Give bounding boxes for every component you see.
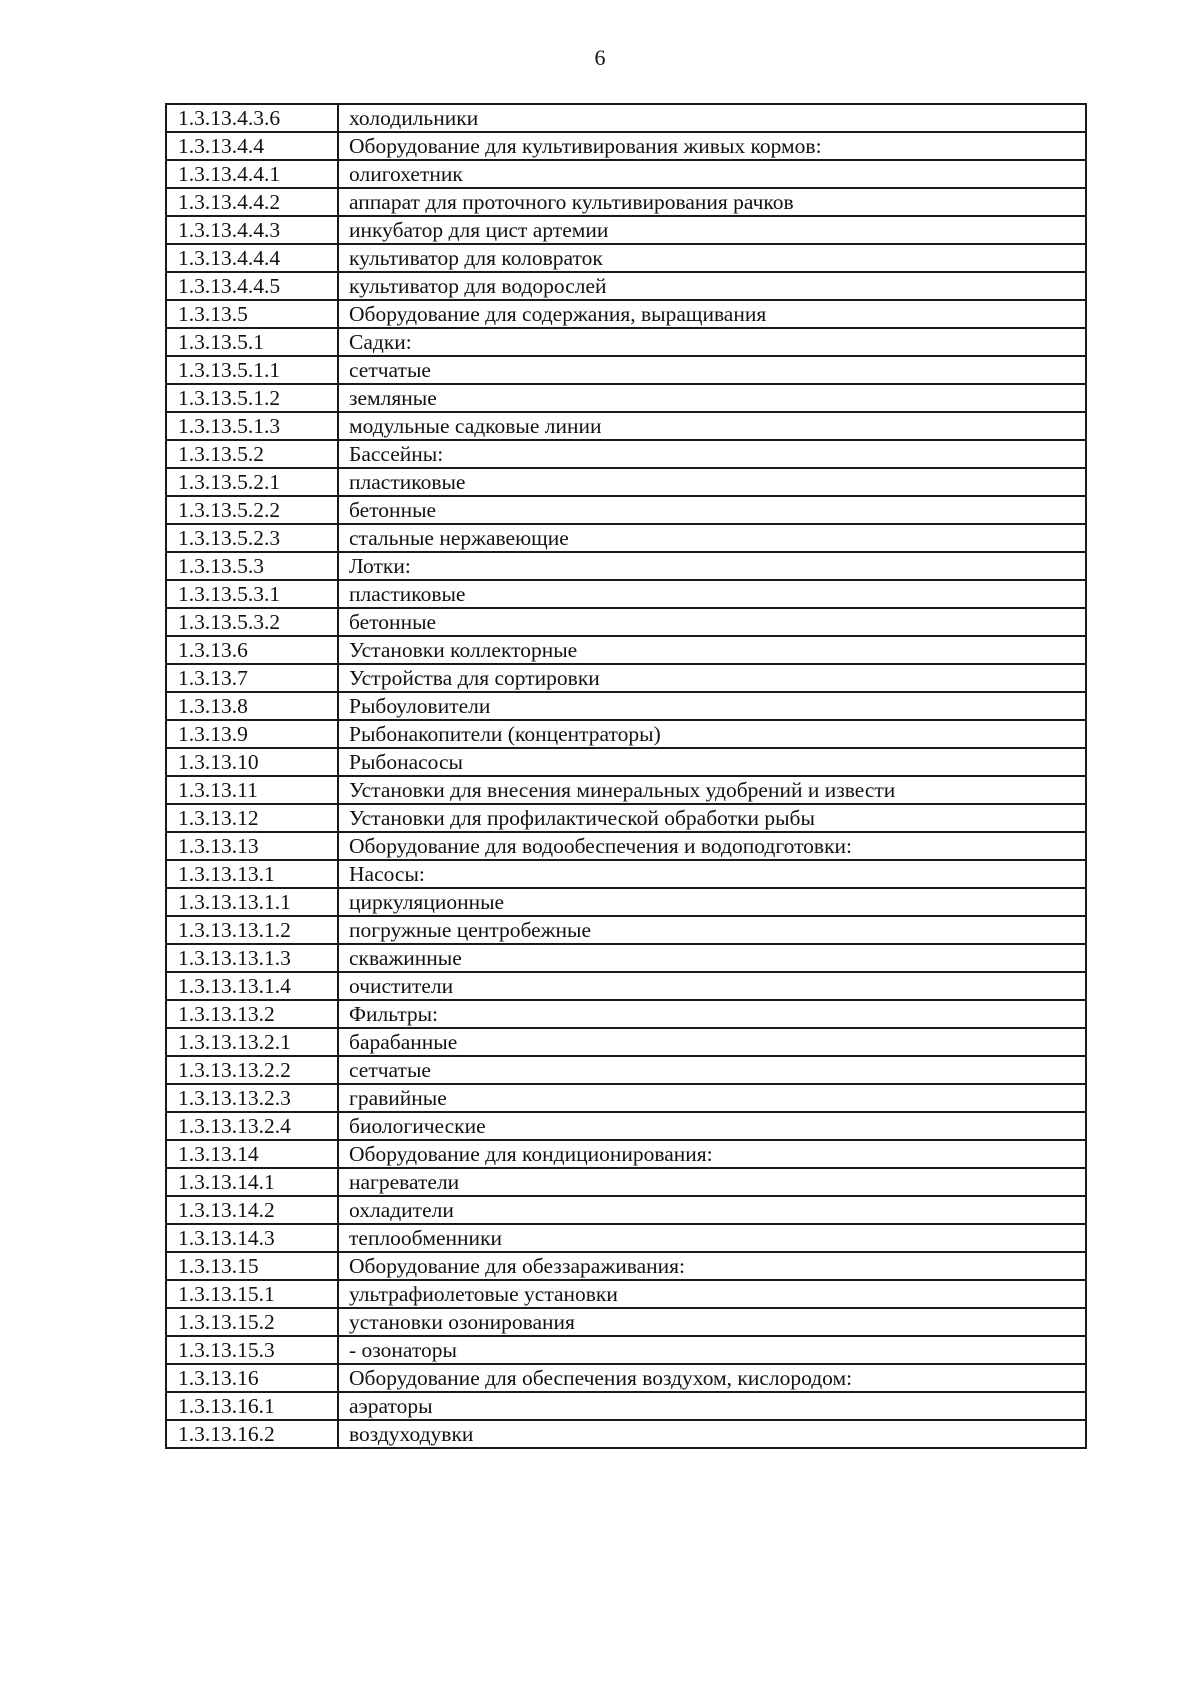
table-row — [166, 132, 1086, 160]
row-description-cell: Оборудование для водообеспечения и водоподготовки: — [338, 832, 1086, 860]
row-description-cell: очистители — [338, 972, 1086, 1000]
row-code-cell: 1.3.13.8 — [166, 692, 338, 720]
row-description-cell: аэраторы — [338, 1392, 1086, 1420]
row-code-cell: 1.3.13.4.4.2 — [166, 188, 338, 216]
table-row — [166, 888, 1086, 916]
row-code-cell: 1.3.13.13.2.4 — [166, 1112, 338, 1140]
table-row — [166, 328, 1086, 356]
row-description-cell: земляные — [338, 384, 1086, 412]
row-description-cell: холодильники — [338, 104, 1086, 132]
row-description-cell: Лотки: — [338, 552, 1086, 580]
table-row — [166, 580, 1086, 608]
table-row — [166, 216, 1086, 244]
row-code-cell: 1.3.13.4.4.4 — [166, 244, 338, 272]
table-row — [166, 720, 1086, 748]
row-code-cell: 1.3.13.11 — [166, 776, 338, 804]
row-description-cell: пластиковые — [338, 580, 1086, 608]
row-code-cell: 1.3.13.5.2.3 — [166, 524, 338, 552]
table-row — [166, 860, 1086, 888]
table-row — [166, 440, 1086, 468]
row-description-cell: Оборудование для содержания, выращивания — [338, 300, 1086, 328]
equipment-classification-table — [165, 103, 1087, 1449]
row-description-cell: Рыбоуловители — [338, 692, 1086, 720]
row-code-cell: 1.3.13.4.4 — [166, 132, 338, 160]
row-code-cell: 1.3.13.5.3.2 — [166, 608, 338, 636]
table-row — [166, 1224, 1086, 1252]
row-code-cell: 1.3.13.13.1.4 — [166, 972, 338, 1000]
table-row — [166, 1308, 1086, 1336]
row-code-cell: 1.3.13.13.2.1 — [166, 1028, 338, 1056]
row-code-cell: 1.3.13.5.2.1 — [166, 468, 338, 496]
row-description-cell: ультрафиолетовые установки — [338, 1280, 1086, 1308]
row-code-cell: 1.3.13.7 — [166, 664, 338, 692]
row-description-cell: олигохетник — [338, 160, 1086, 188]
row-description-cell: Установки для профилактической обработки рыбы — [338, 804, 1086, 832]
table-row — [166, 1420, 1086, 1448]
row-description-cell: - озонаторы — [338, 1336, 1086, 1364]
row-description-cell: погружные центробежные — [338, 916, 1086, 944]
table-row — [166, 1252, 1086, 1280]
row-code-cell: 1.3.13.15 — [166, 1252, 338, 1280]
table-row — [166, 804, 1086, 832]
row-code-cell: 1.3.13.14.1 — [166, 1168, 338, 1196]
table-row — [166, 944, 1086, 972]
table-row — [166, 916, 1086, 944]
row-code-cell: 1.3.13.13.1.1 — [166, 888, 338, 916]
table-row — [166, 1140, 1086, 1168]
row-description-cell: установки озонирования — [338, 1308, 1086, 1336]
table-row — [166, 1280, 1086, 1308]
row-code-cell: 1.3.13.6 — [166, 636, 338, 664]
table-row — [166, 272, 1086, 300]
row-description-cell: гравийные — [338, 1084, 1086, 1112]
table-row — [166, 524, 1086, 552]
table-row — [166, 776, 1086, 804]
row-code-cell: 1.3.13.13.1.2 — [166, 916, 338, 944]
row-description-cell: инкубатор для цист артемии — [338, 216, 1086, 244]
row-description-cell: Насосы: — [338, 860, 1086, 888]
table-row — [166, 468, 1086, 496]
row-code-cell: 1.3.13.13.2 — [166, 1000, 338, 1028]
row-code-cell: 1.3.13.5.1 — [166, 328, 338, 356]
row-code-cell: 1.3.13.4.3.6 — [166, 104, 338, 132]
table-row — [166, 160, 1086, 188]
row-code-cell: 1.3.13.5.2 — [166, 440, 338, 468]
row-code-cell: 1.3.13.5.1.1 — [166, 356, 338, 384]
table-row — [166, 356, 1086, 384]
table-row — [166, 412, 1086, 440]
table-row — [166, 1112, 1086, 1140]
row-code-cell: 1.3.13.5.1.2 — [166, 384, 338, 412]
table-row — [166, 244, 1086, 272]
row-description-cell: теплообменники — [338, 1224, 1086, 1252]
table-row — [166, 1168, 1086, 1196]
row-description-cell: Садки: — [338, 328, 1086, 356]
row-description-cell: Оборудование для обеззараживания: — [338, 1252, 1086, 1280]
row-description-cell: нагреватели — [338, 1168, 1086, 1196]
row-description-cell: культиватор для коловраток — [338, 244, 1086, 272]
row-code-cell: 1.3.13.13 — [166, 832, 338, 860]
row-description-cell: стальные нержавеющие — [338, 524, 1086, 552]
row-description-cell: сетчатые — [338, 1056, 1086, 1084]
row-description-cell: Оборудование для обеспечения воздухом, кислородом: — [338, 1364, 1086, 1392]
row-code-cell: 1.3.13.4.4.1 — [166, 160, 338, 188]
table-row — [166, 1336, 1086, 1364]
row-code-cell: 1.3.13.13.1.3 — [166, 944, 338, 972]
row-code-cell: 1.3.13.5.1.3 — [166, 412, 338, 440]
row-code-cell: 1.3.13.5.2.2 — [166, 496, 338, 524]
table-row — [166, 552, 1086, 580]
table-row — [166, 300, 1086, 328]
row-description-cell: воздуходувки — [338, 1420, 1086, 1448]
row-description-cell: бетонные — [338, 608, 1086, 636]
table-row — [166, 496, 1086, 524]
row-description-cell: Установки коллекторные — [338, 636, 1086, 664]
page-number: 6 — [594, 45, 606, 70]
row-description-cell: Устройства для сортировки — [338, 664, 1086, 692]
row-code-cell: 1.3.13.14.3 — [166, 1224, 338, 1252]
table-row — [166, 1056, 1086, 1084]
row-description-cell: культиватор для водорослей — [338, 272, 1086, 300]
row-code-cell: 1.3.13.15.3 — [166, 1336, 338, 1364]
row-description-cell: модульные садковые линии — [338, 412, 1086, 440]
row-description-cell: скважинные — [338, 944, 1086, 972]
row-code-cell: 1.3.13.14.2 — [166, 1196, 338, 1224]
row-description-cell: Установки для внесения минеральных удобрений и извести — [338, 776, 1086, 804]
row-description-cell: Рыбонасосы — [338, 748, 1086, 776]
row-code-cell: 1.3.13.15.2 — [166, 1308, 338, 1336]
table-row — [166, 832, 1086, 860]
table-row — [166, 188, 1086, 216]
table-row — [166, 636, 1086, 664]
row-code-cell: 1.3.13.13.2.3 — [166, 1084, 338, 1112]
row-code-cell: 1.3.13.13.1 — [166, 860, 338, 888]
row-code-cell: 1.3.13.5.3.1 — [166, 580, 338, 608]
row-description-cell: Оборудование для культивирования живых кормов: — [338, 132, 1086, 160]
table-row — [166, 1000, 1086, 1028]
table-row — [166, 664, 1086, 692]
table-row — [166, 608, 1086, 636]
table-row — [166, 1364, 1086, 1392]
row-description-cell: пластиковые — [338, 468, 1086, 496]
table-row — [166, 748, 1086, 776]
row-code-cell: 1.3.13.5 — [166, 300, 338, 328]
row-code-cell: 1.3.13.16.2 — [166, 1420, 338, 1448]
row-code-cell: 1.3.13.12 — [166, 804, 338, 832]
row-code-cell: 1.3.13.16.1 — [166, 1392, 338, 1420]
row-description-cell: барабанные — [338, 1028, 1086, 1056]
table-row — [166, 1028, 1086, 1056]
table-row — [166, 972, 1086, 1000]
table-row — [166, 1392, 1086, 1420]
row-code-cell: 1.3.13.5.3 — [166, 552, 338, 580]
table-row — [166, 104, 1086, 132]
row-description-cell: биологические — [338, 1112, 1086, 1140]
row-code-cell: 1.3.13.4.4.3 — [166, 216, 338, 244]
row-description-cell: охладители — [338, 1196, 1086, 1224]
row-code-cell: 1.3.13.9 — [166, 720, 338, 748]
row-code-cell: 1.3.13.4.4.5 — [166, 272, 338, 300]
row-code-cell: 1.3.13.14 — [166, 1140, 338, 1168]
row-code-cell: 1.3.13.16 — [166, 1364, 338, 1392]
table-body — [166, 104, 1086, 1448]
row-description-cell: Рыбонакопители (концентраторы) — [338, 720, 1086, 748]
table-row — [166, 1084, 1086, 1112]
row-code-cell: 1.3.13.13.2.2 — [166, 1056, 338, 1084]
row-description-cell: аппарат для проточного культивирования рачков — [338, 188, 1086, 216]
table-row — [166, 384, 1086, 412]
table-row — [166, 1196, 1086, 1224]
row-description-cell: Фильтры: — [338, 1000, 1086, 1028]
row-description-cell: бетонные — [338, 496, 1086, 524]
row-description-cell: циркуляционные — [338, 888, 1086, 916]
row-description-cell: Оборудование для кондиционирования: — [338, 1140, 1086, 1168]
row-description-cell: Бассейны: — [338, 440, 1086, 468]
table-row — [166, 692, 1086, 720]
row-code-cell: 1.3.13.10 — [166, 748, 338, 776]
row-code-cell: 1.3.13.15.1 — [166, 1280, 338, 1308]
row-description-cell: сетчатые — [338, 356, 1086, 384]
